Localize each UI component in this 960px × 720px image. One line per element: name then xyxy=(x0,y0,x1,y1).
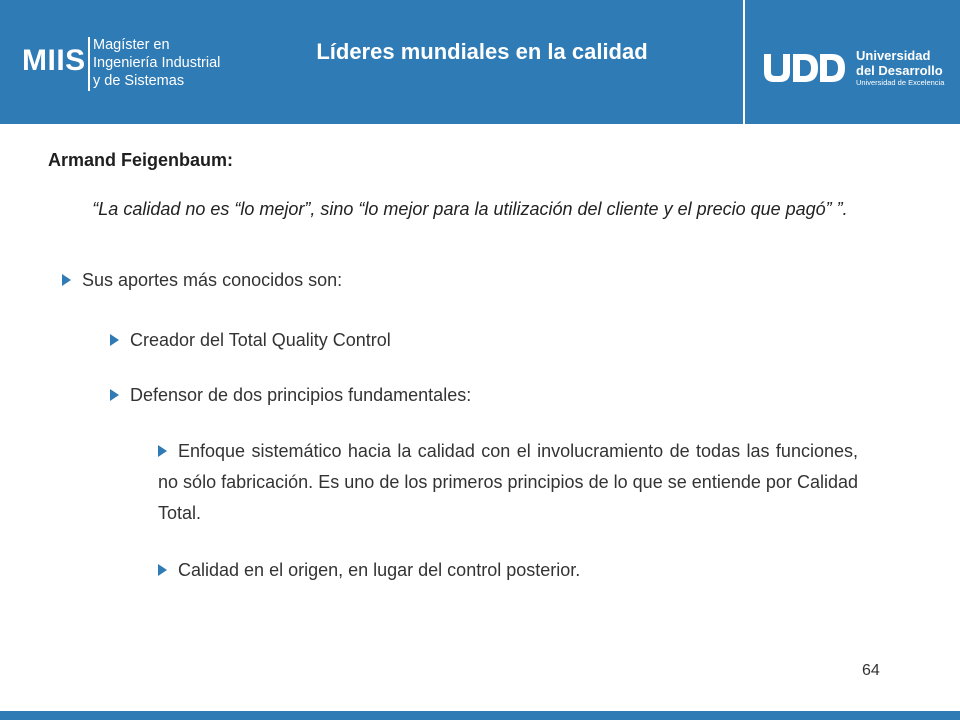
university-line-1: Universidad xyxy=(856,48,931,63)
program-line-2: Ingeniería Industrial xyxy=(93,55,221,71)
university-tagline: Universidad de Excelencia xyxy=(856,78,945,87)
author-heading: Armand Feigenbaum: xyxy=(48,150,234,170)
slide-title: Líderes mundiales en la calidad xyxy=(316,39,648,64)
bullet-item xyxy=(158,436,858,529)
miis-logo: MIIS xyxy=(22,44,86,77)
page-number: 64 xyxy=(862,662,880,679)
triangle-right-icon xyxy=(158,445,167,457)
slide-header xyxy=(0,0,960,124)
bullet-item xyxy=(158,555,580,586)
program-line-3: y de Sistemas xyxy=(93,73,185,89)
udd-logo-icon xyxy=(762,46,846,86)
header-divider xyxy=(743,0,745,124)
program-name xyxy=(93,36,283,90)
triangle-right-icon xyxy=(110,334,119,346)
triangle-right-icon xyxy=(158,564,167,576)
bullet-item xyxy=(110,380,471,411)
bullet-item xyxy=(110,325,391,356)
bullet-item xyxy=(62,265,342,296)
bullet-text: Calidad en el origen, en lugar del control posterior. xyxy=(178,560,581,580)
program-line-1: Magíster en xyxy=(93,37,170,53)
bullet-text: Enfoque sistemático hacia la calidad con el involucramiento de todas las funciones, no sólo fabricación. Es uno de los primeros principios de lo que se entiende por Calidad Total. xyxy=(158,441,858,523)
bullet-text: Defensor de dos principios fundamentales: xyxy=(130,385,472,405)
triangle-right-icon xyxy=(110,389,119,401)
university-name xyxy=(856,48,960,88)
bullet-text: Creador del Total Quality Control xyxy=(130,330,391,350)
footer-bar xyxy=(0,711,960,720)
quote-text: “La calidad no es “lo mejor”, sino “lo mejor para la utilización del cliente y el precio que pagó” ”. xyxy=(92,199,848,219)
university-line-2: del Desarrollo xyxy=(856,63,943,78)
triangle-right-icon xyxy=(62,274,71,286)
brand-divider xyxy=(88,37,90,91)
bullet-text: Sus aportes más conocidos son: xyxy=(82,270,343,290)
